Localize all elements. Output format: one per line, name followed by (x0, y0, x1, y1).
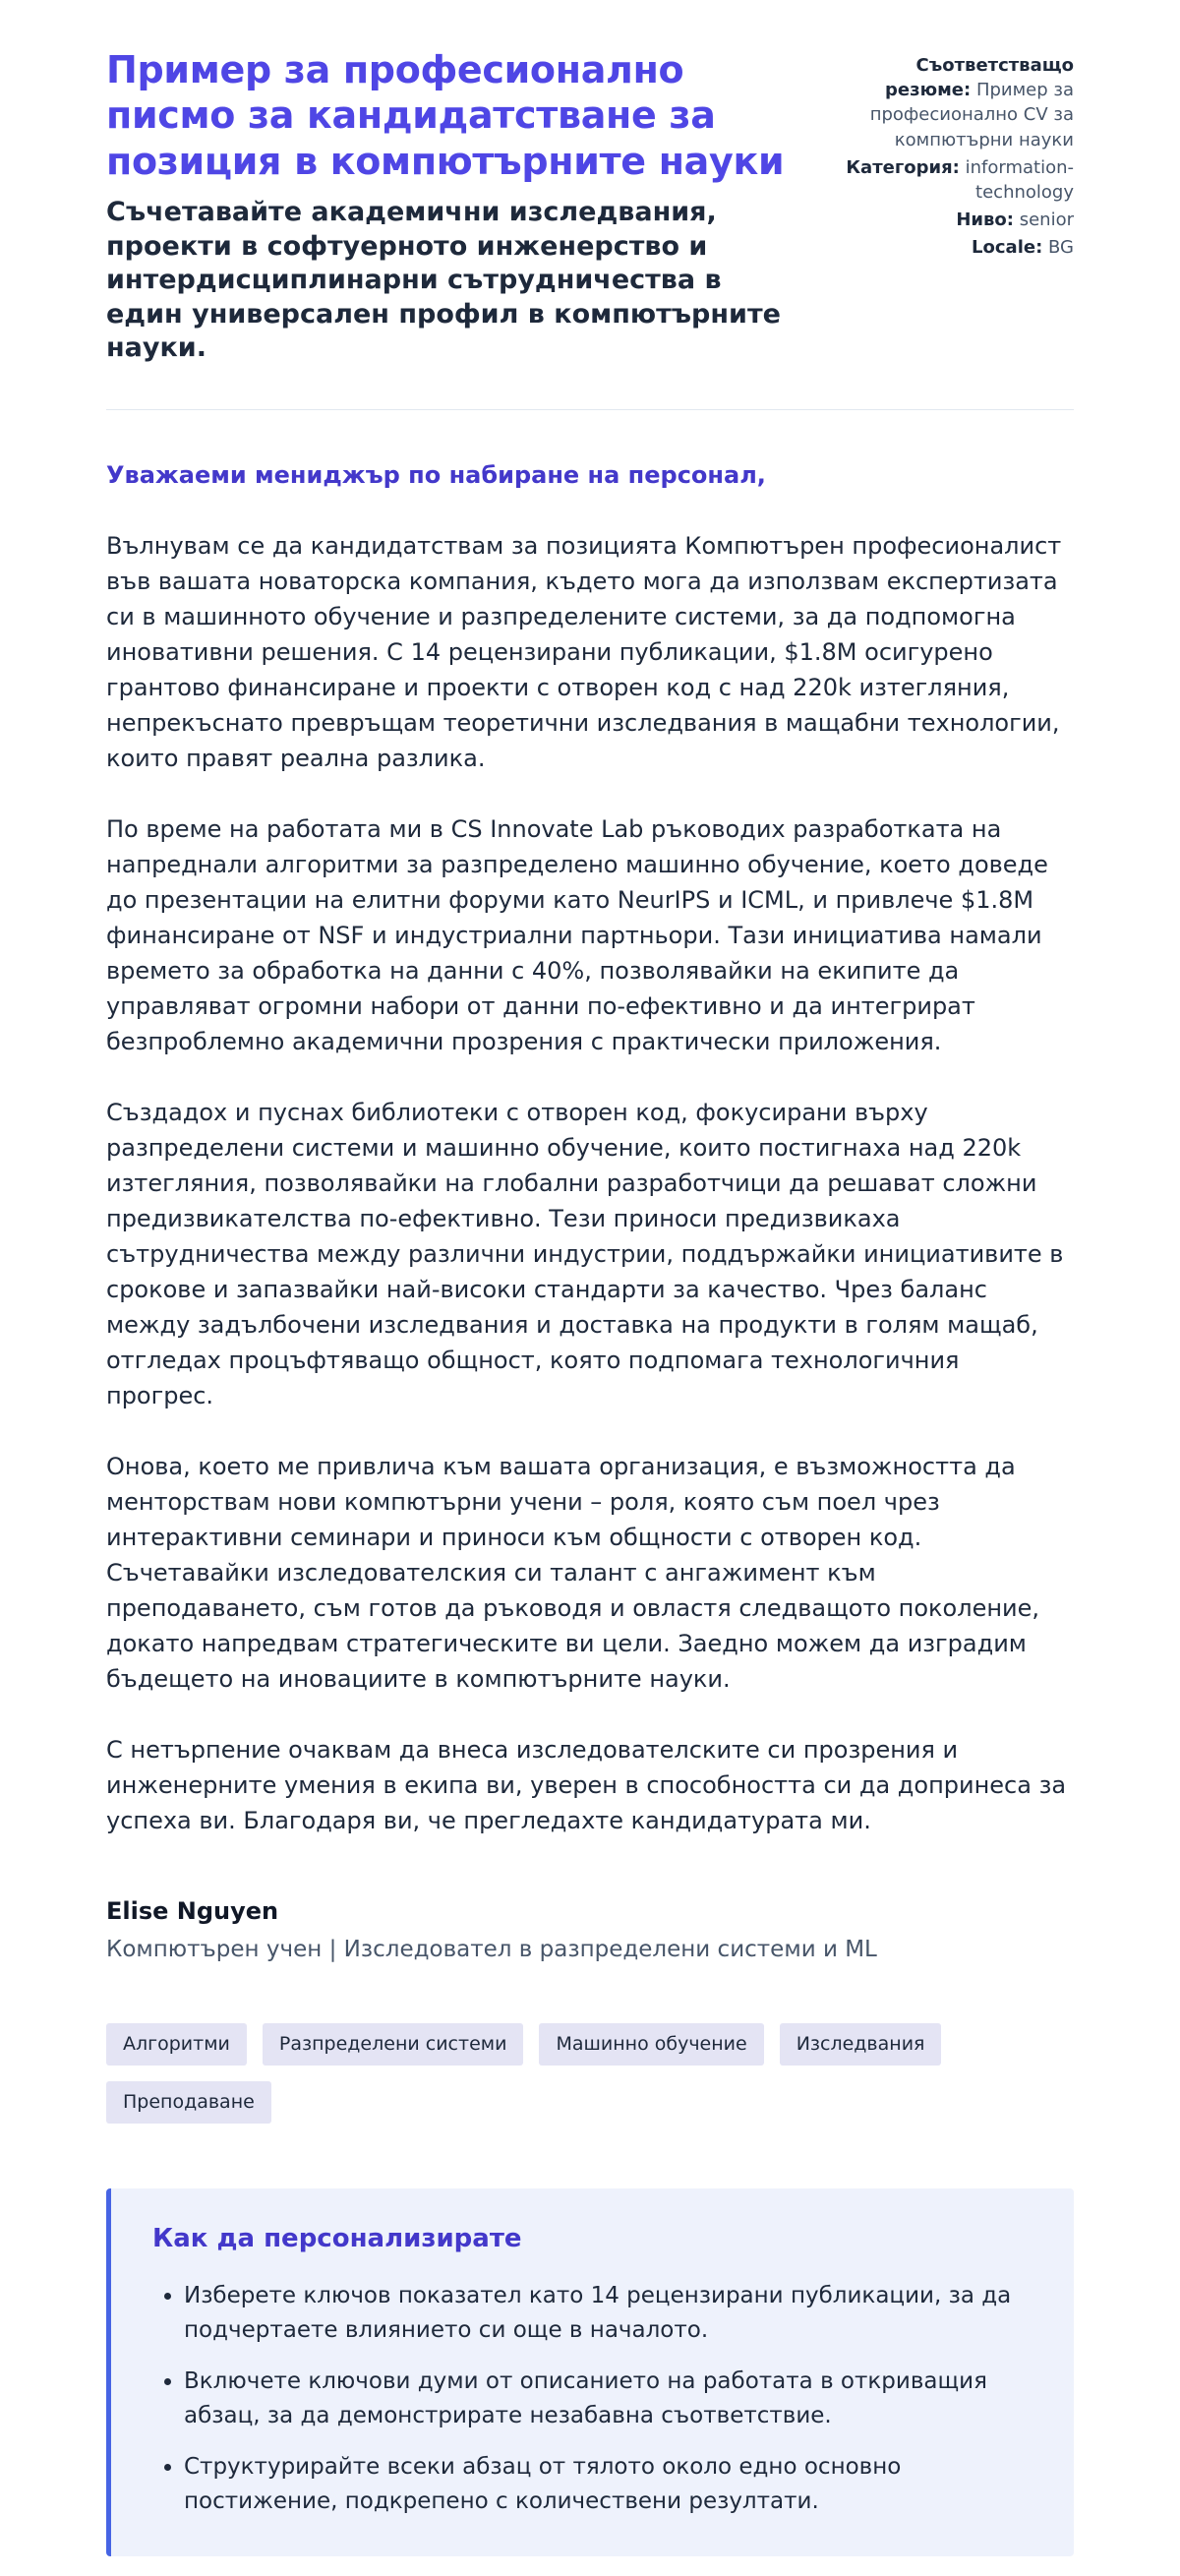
tag-research[interactable]: Изследвания (780, 2023, 942, 2066)
meta-panel (833, 47, 1074, 264)
tag-machine-learning[interactable]: Машинно обучение (539, 2023, 763, 2066)
tip-item-2: • Включете ключови думи от описанието на работата в откриващия абзац, за да демонстрирате незабавна съответствие. (184, 2365, 1031, 2433)
meta-locale-value: BG (1048, 237, 1074, 259)
meta-locale-label: Locale: (972, 237, 1043, 259)
meta-level (833, 208, 1074, 232)
page-header (106, 47, 1074, 366)
meta-level-label: Ниво: (956, 210, 1014, 231)
meta-matching-resume-label: Съответстващо резюме: (885, 55, 1074, 101)
signature-name: Elise Nguyen (106, 1896, 279, 1925)
tag-distributed-systems[interactable]: Разпределени системи (263, 2023, 524, 2066)
meta-matching-resume-value: Пример за професионално CV за компютърни науки (869, 80, 1074, 150)
letter-greeting: Уважаеми мениджър по набиране на персонал, (106, 460, 766, 489)
page-subtitle: Съчетавайте академични изследвания, проекти в софтуерното инженерство и интердисциплинарни сътрудничества в един универсален профил в компютърните науки. (106, 197, 781, 364)
letter-body (106, 457, 1074, 2556)
tip-item-1: • Изберете ключов показател като 14 рецензирани публикации, за да подчертаете влиянието си още в началото. (184, 2279, 1031, 2348)
tag-list (106, 2023, 1074, 2124)
tip-item-3: • Структурирайте всеки абзац от тялото около едно основно постижение, подкрепено с количествени резултати. (184, 2450, 1031, 2519)
meta-category (833, 155, 1074, 205)
letter-paragraph-5: С нетърпение очаквам да внеса изследователските си прозрения и инженерните умения в екипа ви, уверен в способността си да допринеса за успеха ви. Благодаря ви, че прегледахте кандидатурата ми. (106, 1735, 1067, 1834)
customization-tips-box (106, 2188, 1074, 2556)
page-title: Пример за професионално писмо за кандидатстване за позиция в компютърните науки (106, 48, 785, 183)
meta-locale (833, 235, 1074, 260)
header-divider (106, 409, 1074, 410)
tag-algorithms[interactable]: Алгоритми (106, 2023, 247, 2066)
signature-title: Компютърен учен | Изследовател в разпределени системи и ML (106, 1936, 877, 1962)
letter-paragraph-3: Създадох и пуснах библиотеки с отворен код, фокусирани върху разпределени системи и машинно обучение, които постигнаха над 220k изтегляния, позволявайки на глобални разработчици да решават сложни предизвикателства по-ефективно. Тези приноси предизвикаха сътрудничества между различни индустрии, поддържайки инициативите в срокове и запазвайки най-високи стандарти за качество. Чрез баланс между задълбочени изследвания и доставка на продукти в голям мащаб, отгледах процъфтяващо общност, която подпомага технологичния прогрес. (106, 1098, 1064, 1409)
tips-title: Как да персонализирате (152, 2223, 522, 2253)
letter-paragraph-2: По време на работата ми в CS Innovate Lab ръководих разработката на напреднали алгоритми за разпределено машинно обучение, което доведе до презентации на елитни форуми като NeurIPS и ICML, и привлече $1.8M финансиране от NSF и индустриални партньори. Тази инициатива намали времето за обработка на данни с 40%, позволявайки на екипите да управляват огромни набори от данни по-ефективно и да интегрират безпроблемно академични прозрения с практически приложения. (106, 814, 1048, 1055)
tips-list (152, 2279, 1031, 2519)
tag-teaching[interactable]: Преподаване (106, 2081, 271, 2124)
header-title-block (106, 47, 785, 366)
meta-level-value: senior (1019, 210, 1074, 231)
meta-matching-resume (833, 53, 1074, 152)
letter-paragraph-4: Онова, което ме привлича към вашата организация, е възможността да менторствам нови компютърни учени – роля, която съм поел чрез интерактивни семинари и приноси към общности с отворен код. Съчетавайки изследователския си талант с ангажимент към преподаването, съм готов да ръководя и овластя следващото поколение, докато напредвам стратегическите ви цели. Заедно можем да изградим бъдещето на иновациите в компютърните науки. (106, 1452, 1040, 1693)
meta-category-label: Категория: (846, 156, 960, 178)
letter-paragraph-1: Вълнувам се да кандидатствам за позицията Компютърен професионалист във вашата новаторска компания, където мога да използвам експертизата си в машинното обучение и разпределените системи, за да подпомогна иновативни решения. С 14 рецензирани публикации, $1.8M осигурено грантово финансиране и проекти с отворен код с над 220k изтегляния, непрекъснато превръщам теоретични изследвания в мащабни технологии, които правят реална разлика. (106, 531, 1062, 772)
meta-category-value: information-technology (965, 156, 1074, 203)
